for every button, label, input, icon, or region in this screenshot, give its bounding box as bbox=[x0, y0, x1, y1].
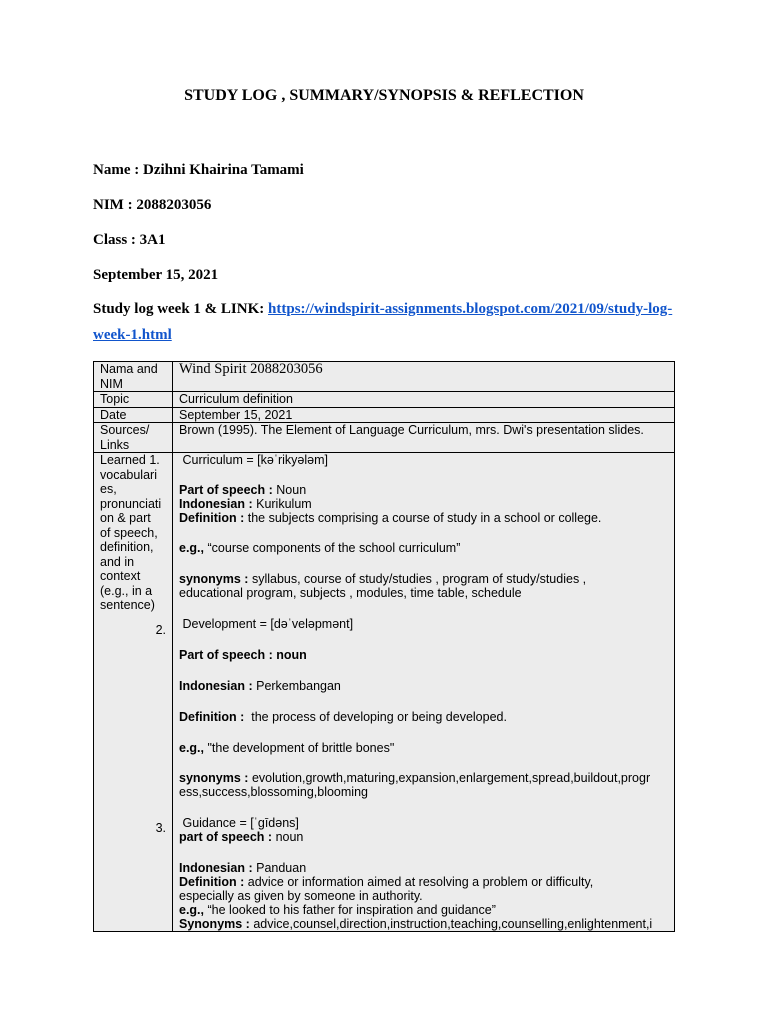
vocab-definition: Definition : advice or information aimed at resolving a problem or difficulty, bbox=[179, 875, 594, 889]
row-value-topic: Curriculum definition bbox=[173, 392, 675, 408]
nim-line: NIM : 2088203056 bbox=[93, 197, 212, 213]
vocab-word: Guidance = [ˈɡīdəns] bbox=[182, 816, 299, 830]
vocab-indonesian: Indonesian : Panduan bbox=[179, 861, 307, 875]
study-log-table bbox=[93, 361, 675, 932]
vocab-synonyms: synonyms : evolution,growth,maturing,expansion,enlargement,spread,buildout,progr bbox=[179, 771, 651, 785]
vocab-word: Development = [dəˈveləpmənt] bbox=[182, 617, 354, 631]
vocab-synonyms: Synonyms : advice,counsel,direction,instruction,teaching,counselling,enlightenment,i bbox=[179, 917, 653, 931]
row-value-name: Wind Spirit 2088203056 bbox=[173, 362, 675, 392]
vocab-example: e.g., "the development of brittle bones" bbox=[179, 741, 395, 755]
vocab-synonyms-cont: educational program, subjects , modules, time table, schedule bbox=[179, 586, 522, 600]
class-line: Class : 3A1 bbox=[93, 232, 166, 248]
vocab-indonesian: Indonesian : Kurikulum bbox=[179, 497, 312, 511]
vocab-number: 1. bbox=[149, 453, 160, 467]
vocab-definition: Definition : the subjects comprising a course of study in a school or college. bbox=[179, 511, 602, 525]
row-value-date: September 15, 2021 bbox=[173, 407, 675, 423]
learned-content-cell bbox=[173, 453, 675, 932]
vocab-word: Curriculum = [kəˈrikyələm] bbox=[182, 453, 328, 467]
name-line: Name : Dzihni Khairina Tamami bbox=[93, 162, 304, 178]
row-label-sources: Sources/ Links bbox=[94, 423, 173, 453]
vocab-synonyms-cont: ess,success,blossoming,blooming bbox=[179, 785, 368, 799]
vocab-example: e.g., “he looked to his father for inspiration and guidance” bbox=[179, 903, 496, 917]
table-row bbox=[94, 362, 675, 392]
vocab-indonesian: Indonesian : Perkembangan bbox=[179, 679, 341, 693]
table-row-learned bbox=[94, 453, 675, 932]
vocab-number: 2. bbox=[155, 623, 166, 637]
vocab-example: e.g., “course components of the school curriculum” bbox=[179, 541, 461, 555]
table-row bbox=[94, 392, 675, 408]
document-title: STUDY LOG , SUMMARY/SYNOPSIS & REFLECTION bbox=[184, 87, 584, 104]
row-label-name: Nama and NIM bbox=[94, 362, 173, 392]
vocab-synonyms: synonyms : syllabus, course of study/studies , program of study/studies , bbox=[179, 572, 587, 586]
table-row bbox=[94, 423, 675, 453]
learned-label: Learned 1. vocabulari es, pronunciati on & part of speech, definition, and in context (e.g., in a sentence) bbox=[100, 453, 162, 612]
table-row bbox=[94, 407, 675, 423]
study-log-link-line bbox=[93, 296, 683, 348]
row-label-date: Date bbox=[94, 407, 173, 423]
vocab-definition-cont: especially as given by someone in authority. bbox=[179, 889, 423, 903]
vocab-pos: part of speech : noun bbox=[179, 830, 304, 844]
row-value-sources: Brown (1995). The Element of Language Curriculum, mrs. Dwi's presentation slides. bbox=[173, 423, 675, 453]
row-label-topic: Topic bbox=[94, 392, 173, 408]
vocab-number: 3. bbox=[155, 821, 166, 835]
vocab-pos: Part of speech : Noun bbox=[179, 483, 307, 497]
vocab-pos: Part of speech : noun bbox=[179, 648, 307, 662]
date-line: September 15, 2021 bbox=[93, 267, 219, 283]
learned-label-cell bbox=[94, 453, 173, 932]
study-log-link[interactable]: https://windspirit-assignments.blogspot.com/2021/09/study-log-week-1.html bbox=[93, 301, 673, 343]
vocab-definition: Definition : the process of developing or being developed. bbox=[179, 710, 507, 724]
link-prefix: Study log week 1 & LINK: bbox=[93, 301, 269, 317]
